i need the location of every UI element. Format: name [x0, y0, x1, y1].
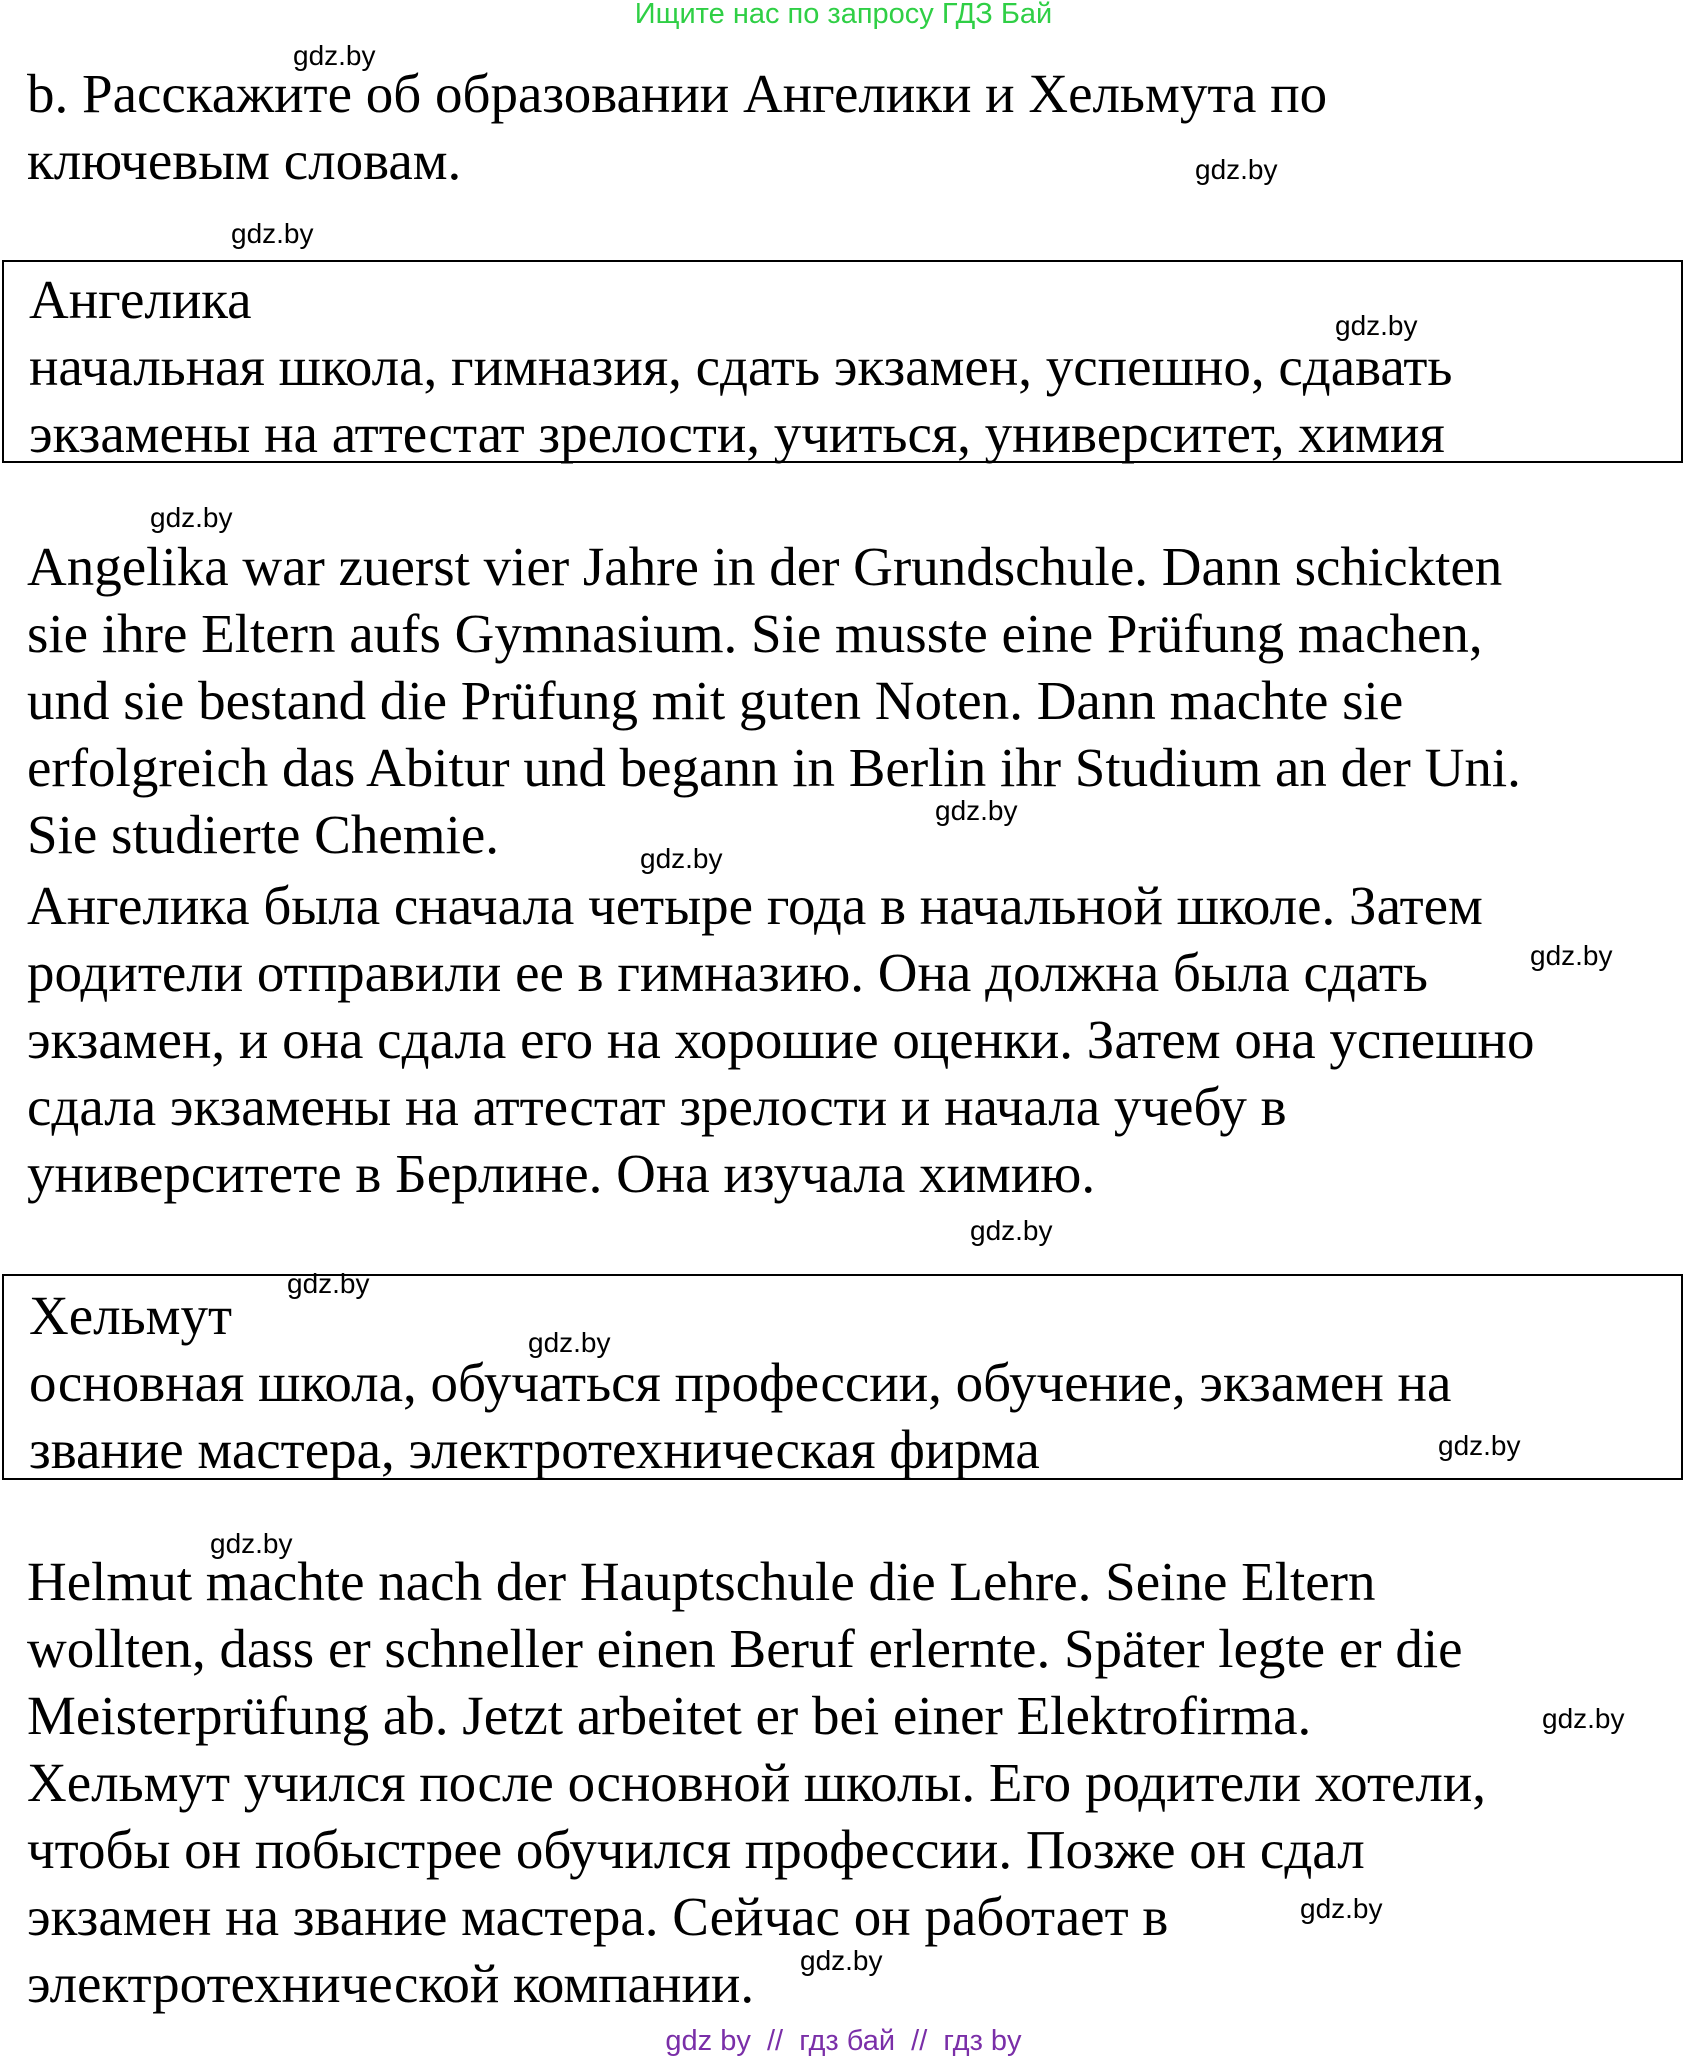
- helmut-keywords-box: [2, 1274, 1683, 1480]
- text-line: электротехнической компании.: [27, 1953, 755, 2014]
- keyword-line: основная школа, обучаться профессии, обучение, экзамен на: [29, 1352, 1452, 1413]
- text-line: экзамен, и она сдала его на хорошие оценки. Затем она успешно: [27, 1009, 1535, 1070]
- text-line: Helmut machte nach der Hauptschule die Lehre. Seine Eltern: [27, 1551, 1376, 1612]
- watermark: gdz.by: [1300, 1893, 1383, 1924]
- angelika-keywords-content: [29, 266, 1452, 467]
- task-line: ключевым словам.: [27, 130, 462, 191]
- watermark: gdz.by: [800, 1945, 883, 1976]
- text-line: erfolgreich das Abitur und begann in Berlin ihr Studium an der Uni.: [27, 737, 1521, 798]
- text-line: Meisterprüfung ab. Jetzt arbeitet er bei einer Elektrofirma.: [27, 1685, 1312, 1746]
- task-heading: [27, 60, 1677, 194]
- watermark: gdz.by: [293, 40, 376, 71]
- keyword-line: звание мастера, электротехническая фирма: [29, 1419, 1040, 1480]
- watermark: gdz.by: [935, 795, 1018, 826]
- watermark: gdz.by: [1542, 1703, 1625, 1734]
- watermark: gdz.by: [1530, 940, 1613, 971]
- angelika-box-title: Ангелика: [29, 269, 252, 330]
- keyword-line: начальная школа, гимназия, сдать экзамен, успешно, сдавать: [29, 336, 1453, 397]
- task-line: b. Расскажите об образовании Ангелики и Хельмута по: [27, 63, 1328, 124]
- helmut-box-title: Хельмут: [29, 1285, 233, 1346]
- text-line: sie ihre Eltern aufs Gymnasium. Sie musste eine Prüfung machen,: [27, 603, 1483, 664]
- text-line: экзамен на звание мастера. Сейчас он работает в: [27, 1886, 1169, 1947]
- watermark: gdz.by: [528, 1327, 611, 1358]
- text-line: чтобы он побыстрее обучился профессии. Позже он сдал: [27, 1819, 1365, 1880]
- text-line: Ангелика была сначала четыре года в начальной школе. Затем: [27, 875, 1483, 936]
- text-line: родители отправили ее в гимназию. Она должна была сдать: [27, 942, 1428, 1003]
- header-search-link[interactable]: Ищите нас по запросу ГДЗ Бай: [634, 0, 1053, 30]
- text-line: und sie bestand die Prüfung mit guten Noten. Dann machte sie: [27, 670, 1404, 731]
- angelika-russian-text: [27, 872, 1677, 1207]
- watermark: gdz.by: [1195, 154, 1278, 185]
- text-line: университете в Берлине. Она изучала химию.: [27, 1143, 1096, 1204]
- watermark: gdz.by: [210, 1528, 293, 1559]
- helmut-keywords-content: [29, 1282, 1451, 1483]
- watermark: gdz.by: [287, 1268, 370, 1299]
- text-line: Angelika war zuerst vier Jahre in der Grundschule. Dann schickten: [27, 536, 1503, 597]
- watermark: gdz.by: [1438, 1430, 1521, 1461]
- text-line: сдала экзамены на аттестат зрелости и начала учебу в: [27, 1076, 1287, 1137]
- keyword-line: экзамены на аттестат зрелости, учиться, университет, химия: [29, 403, 1445, 464]
- text-line: wollten, dass er schneller einen Beruf erlernte. Später legte er die: [27, 1618, 1463, 1679]
- angelika-german-text: [27, 533, 1677, 868]
- watermark: gdz.by: [231, 218, 314, 249]
- helmut-german-text: [27, 1548, 1677, 1749]
- watermark: gdz.by: [970, 1215, 1053, 1246]
- watermark: gdz.by: [150, 502, 233, 533]
- text-line: Хельмут учился после основной школы. Его родители хотели,: [27, 1752, 1487, 1813]
- text-line: Sie studierte Chemie.: [27, 804, 499, 865]
- watermark: gdz.by: [1335, 310, 1418, 341]
- watermark: gdz.by: [640, 843, 723, 874]
- footer-links[interactable]: gdz by // гдз бай // гдз by: [665, 2025, 1022, 2057]
- angelika-keywords-box: [2, 260, 1683, 463]
